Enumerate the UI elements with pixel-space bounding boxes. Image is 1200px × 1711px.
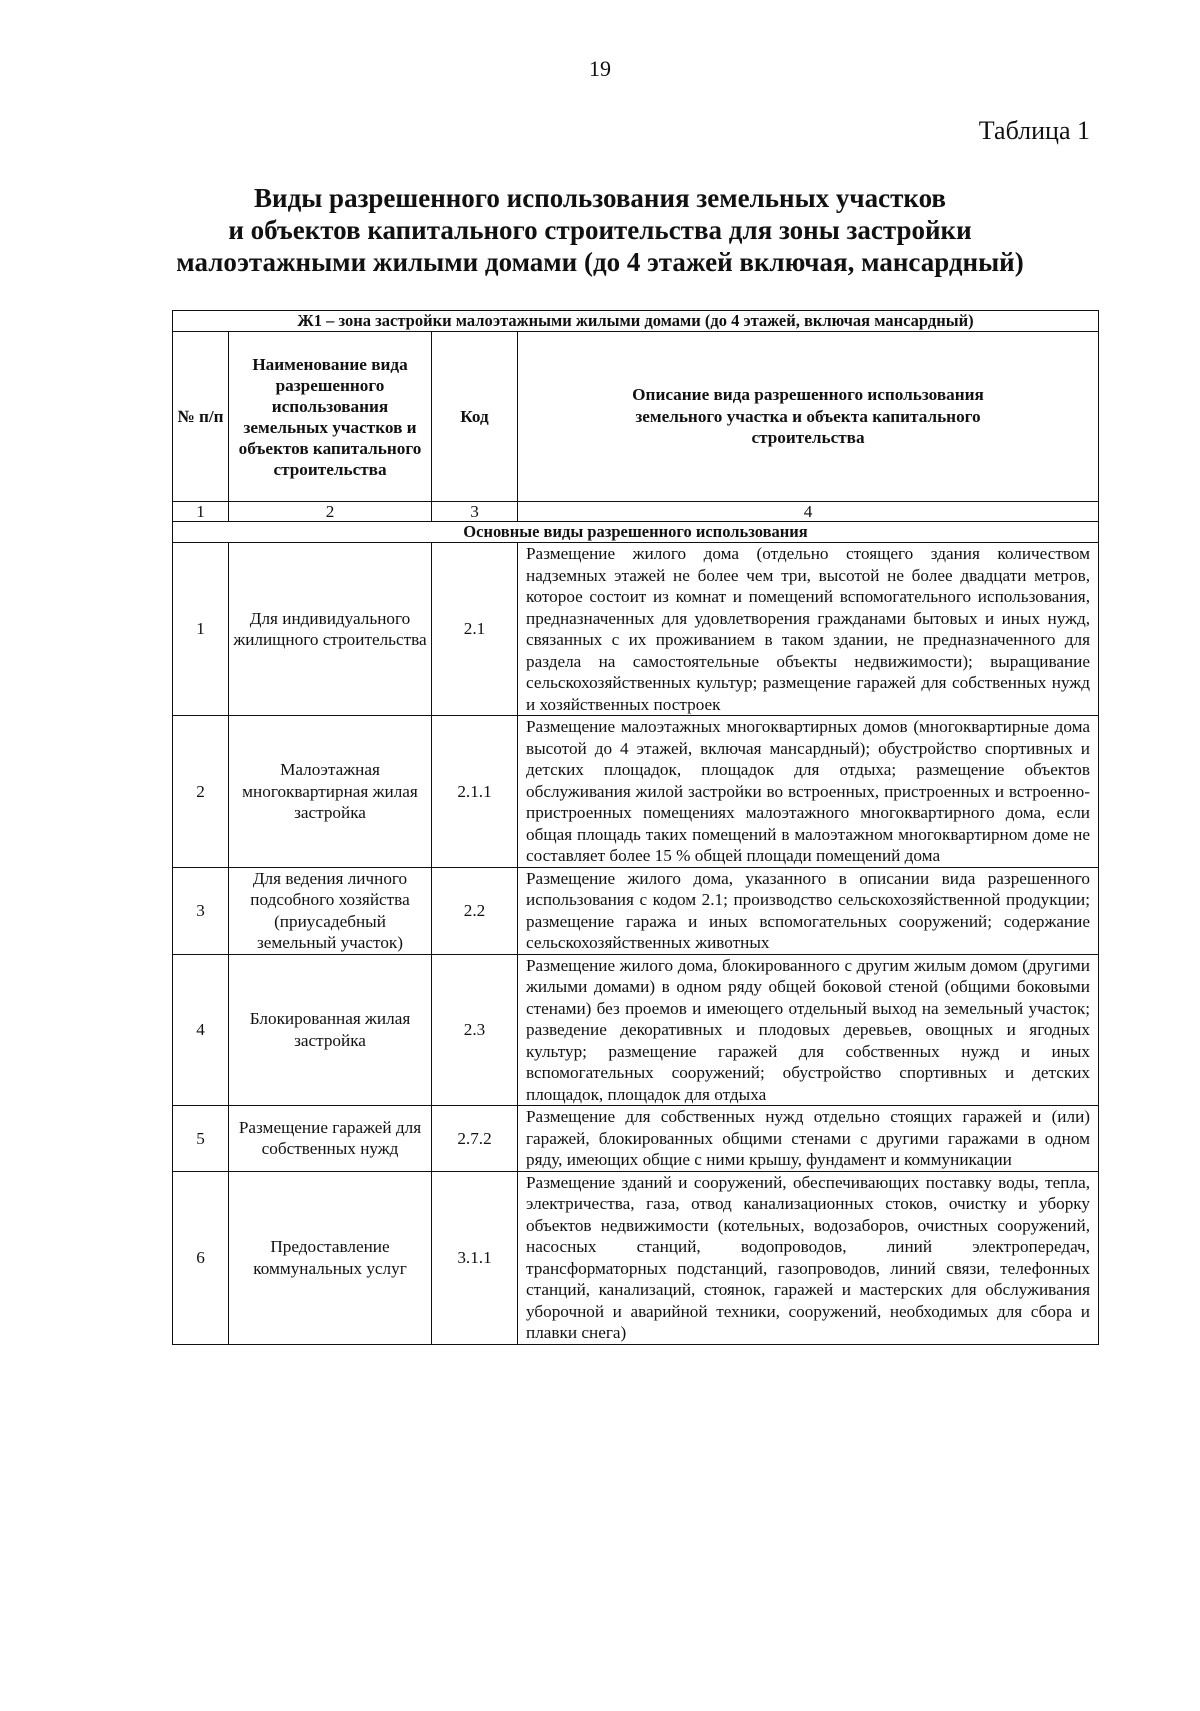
row-name: Предоставление коммунальных услуг [229, 1171, 432, 1344]
row-code: 2.2 [432, 867, 518, 954]
title-line: и объектов капитального строительства для зоны застройки [228, 215, 972, 245]
land-use-table [172, 310, 1099, 1345]
row-name: Для индивидуального жилищного строительства [229, 543, 432, 716]
table-row [173, 543, 1099, 716]
column-number-row [173, 502, 1099, 522]
zone-header-row [173, 311, 1099, 332]
row-code: 2.1.1 [432, 716, 518, 868]
table-row [173, 954, 1099, 1106]
document-title [100, 182, 1100, 278]
header-code: Код [432, 332, 518, 502]
row-description: Размещение жилого дома (отдельно стоящего здания количеством надземных этажей не более чем три, высотой не более двадцати метров, которое состоит из комнат и помещений вспомогательного использования, предназначенных для удовлетворения гражданами бытовых и иных нужд, связанных с их проживанием в таком здании, не предназначенного для раздела на самостоятельные объекты недвижимости); выращивание сельскохозяйственных культур; размещение гаражей для собственных нужд и хозяйственных построек [518, 543, 1099, 716]
section-row [173, 522, 1099, 543]
title-line: Виды разрешенного использования земельных участков [254, 183, 946, 213]
header-num: № п/п [173, 332, 229, 502]
header-name: Наименование вида разрешенного использования земельных участков и объектов капитального строительства [229, 332, 432, 502]
table-row [173, 1106, 1099, 1172]
page-number: 19 [589, 56, 611, 81]
header-description: Описание вида разрешенного использования земельного участка и объекта капитального строительства [518, 332, 1099, 502]
row-description: Размещение жилого дома, блокированного с другим жилым домом (другими жилыми домами) в одном ряду общей боковой стеной (общими боковыми стенами) без проемов и имеющего отдельный выход на земельный участок; разведение декоративных и плодовых деревьев, овощных и ягодных культур; размещение гаражей для собственных нужд и иных вспомогательных сооружений; обустройство спортивных и детских площадок, площадок для отдыха [518, 954, 1099, 1106]
table-caption: Таблица 1 [978, 116, 1090, 145]
table-row [173, 1171, 1099, 1344]
column-number: 2 [229, 502, 432, 522]
row-name: Размещение гаражей для собственных нужд [229, 1106, 432, 1172]
row-num: 3 [173, 867, 229, 954]
row-num: 1 [173, 543, 229, 716]
row-description: Размещение зданий и сооружений, обеспечивающих поставку воды, тепла, электричества, газа, отвод канализационных стоков, очистку и уборку объектов недвижимости (котельных, водозаборов, очистных сооружений, насосных станций, водопроводов, линий электропередач, трансформаторных подстанций, газопроводов, линий связи, телефонных станций, канализаций, стоянок, гаражей и мастерских для обслуживания уборочной и аварийной техники, сооружений, необходимых для сбора и плавки снега) [518, 1171, 1099, 1344]
column-number: 1 [173, 502, 229, 522]
row-name: Для ведения личного подсобного хозяйства (приусадебный земельный участок) [229, 867, 432, 954]
row-num: 6 [173, 1171, 229, 1344]
table-row [173, 867, 1099, 954]
row-description: Размещение малоэтажных многоквартирных домов (многоквартирные дома высотой до 4 этажей, включая мансардный); обустройство спортивных и детских площадок, площадок для отдыха; размещение объектов обслуживания жилой застройки во встроенных, пристроенных и встроенно-пристроенных помещениях малоэтажного многоквартирного дома, если общая площадь таких помещений в малоэтажном многоквартирном доме не составляет более 15 % общей площади помещений дома [518, 716, 1099, 868]
row-code: 2.1 [432, 543, 518, 716]
zone-header: Ж1 – зона застройки малоэтажными жилыми домами (до 4 этажей, включая мансардный) [173, 311, 1099, 332]
row-num: 5 [173, 1106, 229, 1172]
column-header-row [173, 332, 1099, 502]
section-title: Основные виды разрешенного использования [173, 522, 1099, 543]
row-name: Блокированная жилая застройка [229, 954, 432, 1106]
row-num: 2 [173, 716, 229, 868]
title-line: малоэтажными жилыми домами (до 4 этажей включая, мансардный) [176, 247, 1024, 277]
row-description: Размещение для собственных нужд отдельно стоящих гаражей и (или) гаражей, блокированных общими стенами с другими гаражами в одном ряду, имеющих общие с ними крышу, фундамент и коммуникации [518, 1106, 1099, 1172]
column-number: 4 [518, 502, 1099, 522]
row-description: Размещение жилого дома, указанного в описании вида разрешенного использования с кодом 2.1; производство сельскохозяйственной продукции; размещение гаража и иных вспомогательных сооружений; содержание сельскохозяйственных животных [518, 867, 1099, 954]
row-code: 2.3 [432, 954, 518, 1106]
row-code: 2.7.2 [432, 1106, 518, 1172]
table-row [173, 716, 1099, 868]
row-num: 4 [173, 954, 229, 1106]
column-number: 3 [432, 502, 518, 522]
row-code: 3.1.1 [432, 1171, 518, 1344]
row-name: Малоэтажная многоквартирная жилая застройка [229, 716, 432, 868]
